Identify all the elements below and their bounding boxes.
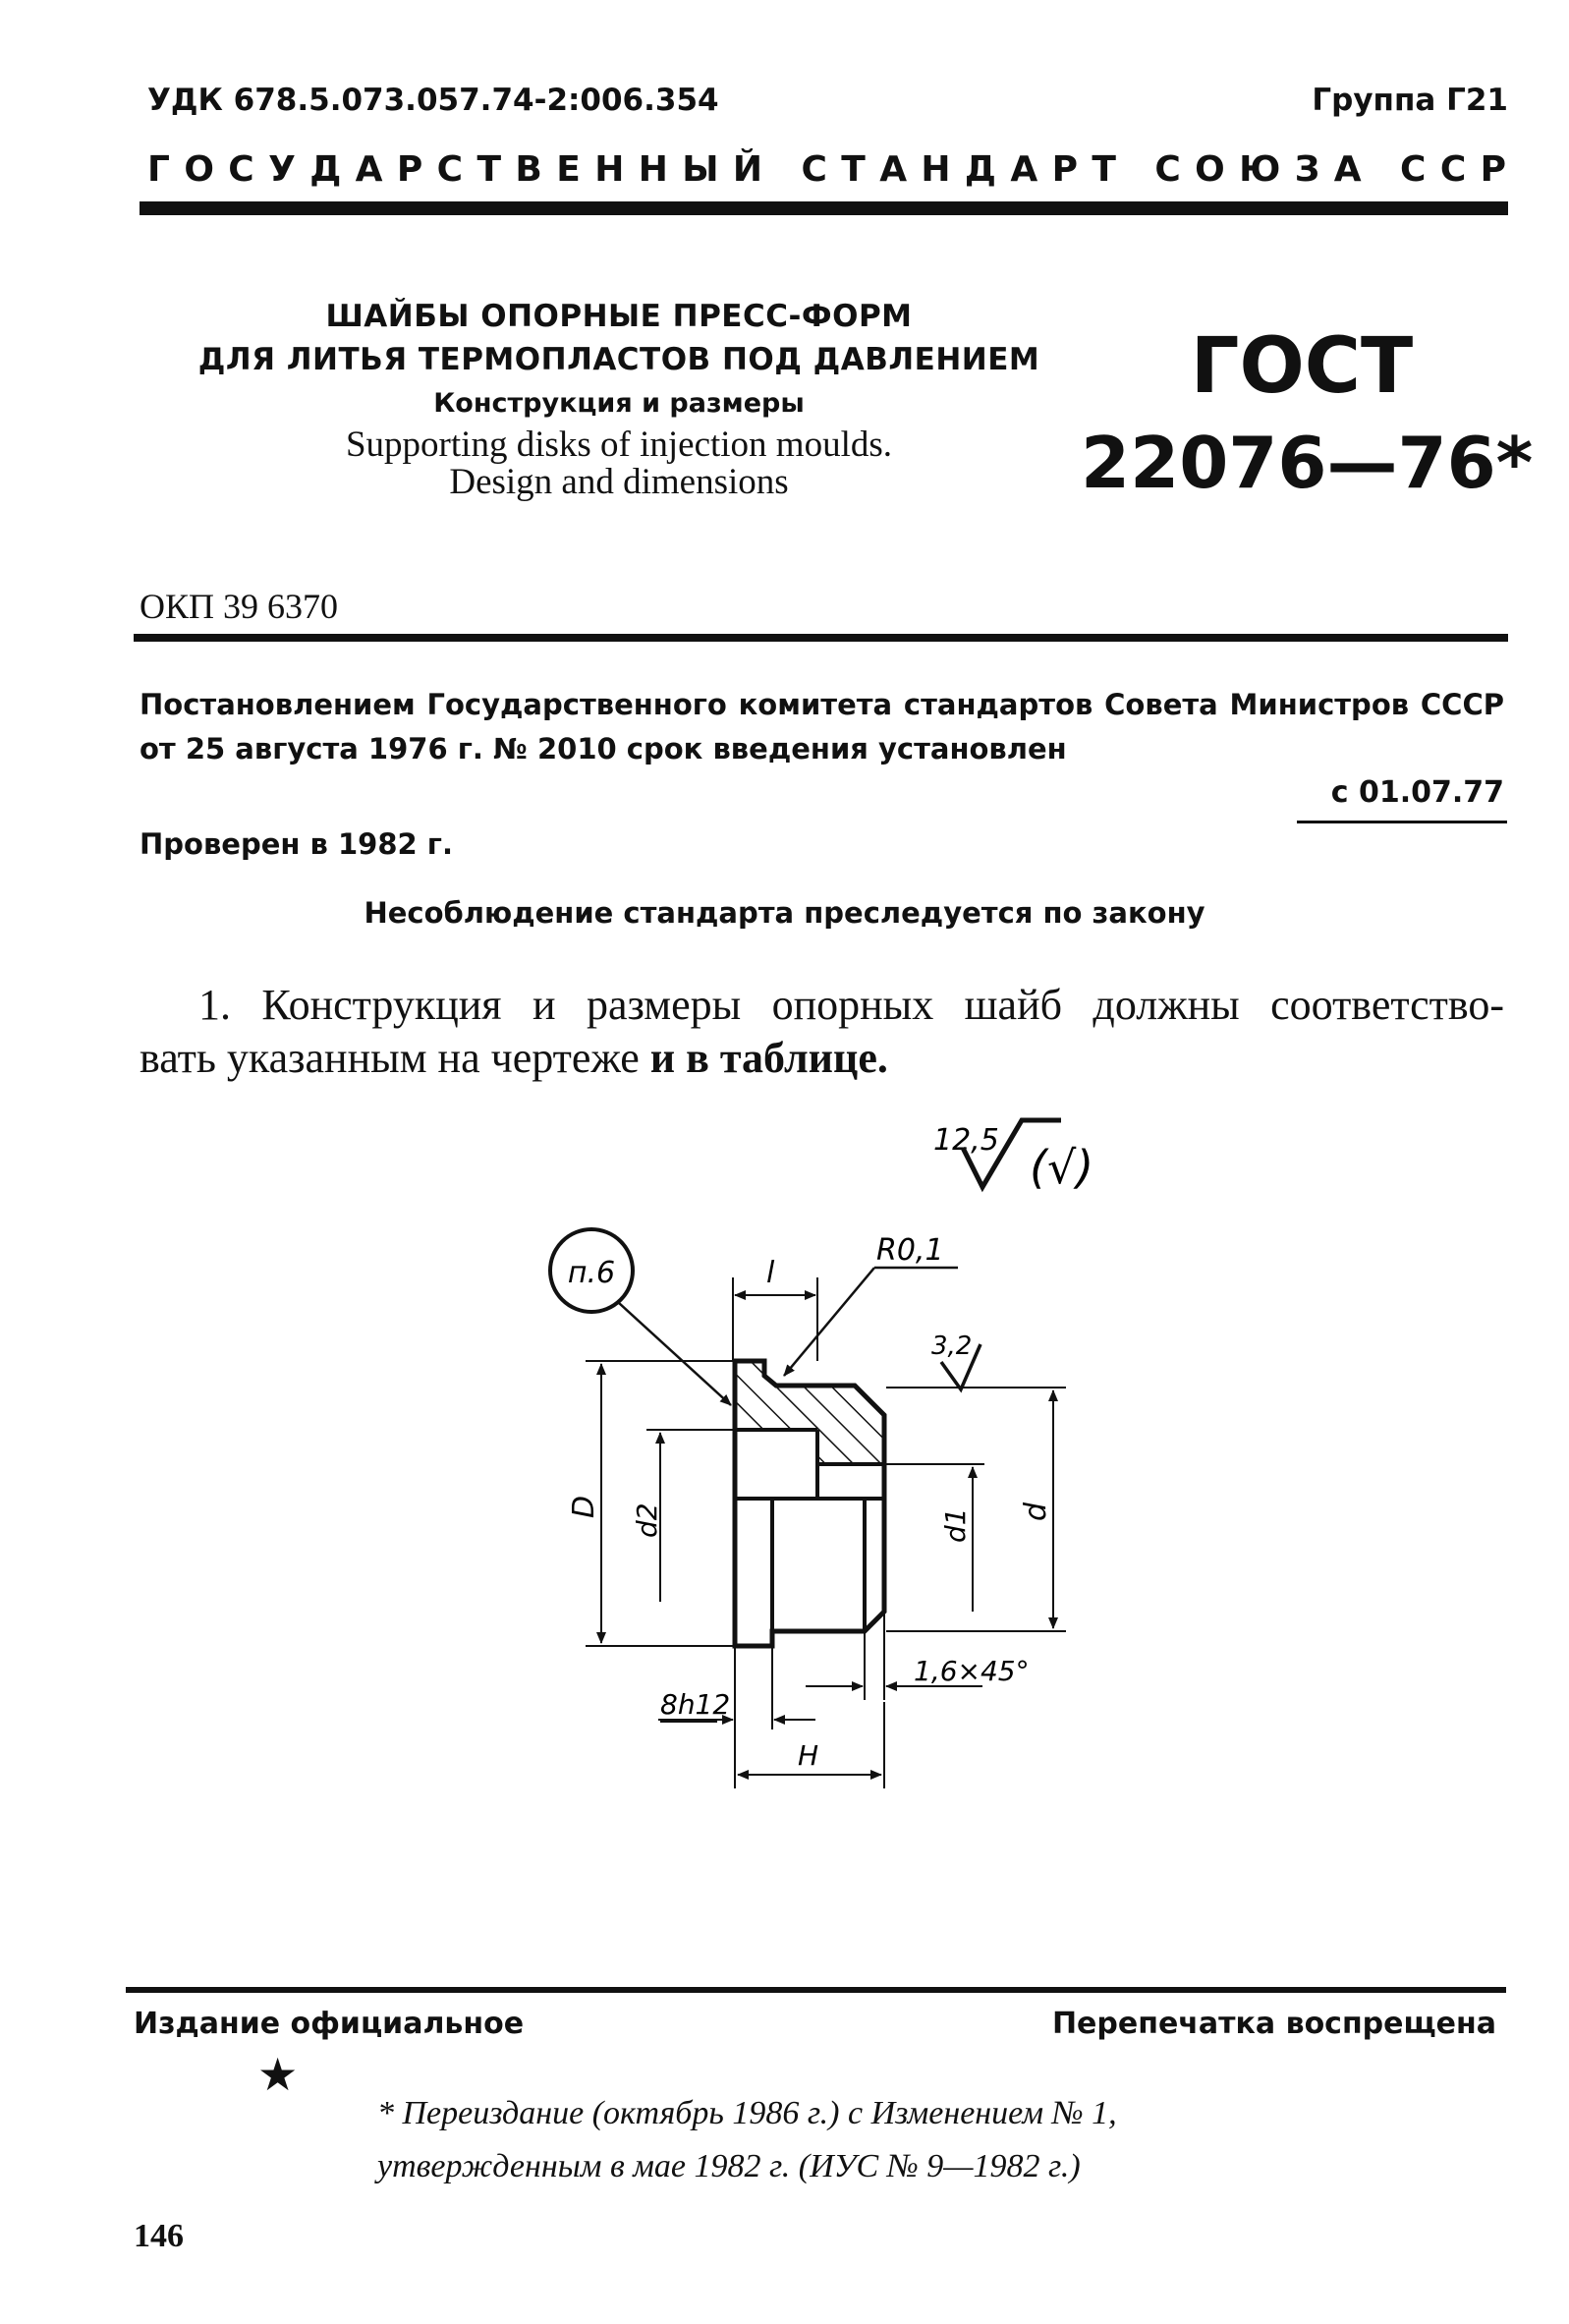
roughness-paren: (√): [1030, 1141, 1094, 1194]
checked-note: Проверен в 1982 г.: [140, 827, 453, 861]
dimension-D-label: D: [567, 1495, 601, 1518]
reissue-footnote: [377, 2087, 1117, 2193]
dimension-d1-label: d1: [939, 1507, 972, 1543]
radius-label: R0,1: [876, 1233, 944, 1268]
footnote-line-2: утвержденным в мае 1982 г. (ИУС № 9—1982 г.): [377, 2148, 1081, 2184]
washer-section: [735, 1361, 884, 1646]
fit-label: 8h12: [660, 1688, 731, 1721]
title-line-2: ДЛЯ ЛИТЬЯ ТЕРМОПЛАСТОВ ПОД ДАВЛЕНИЕМ: [197, 342, 1040, 377]
english-title-line-1: Supporting disks of injection moulds.: [345, 425, 893, 465]
gost-label: ГОСТ: [1190, 322, 1414, 411]
decree-line-1: Постановлением Государственного комитета стандартов Совета Министров СССР: [140, 688, 1504, 721]
okp-code: ОКП 39 6370: [140, 587, 339, 626]
english-title-line-2: Design and dimensions: [449, 462, 789, 502]
dimension-d-label: d: [1019, 1502, 1053, 1521]
state-word: С С Р: [1400, 149, 1506, 190]
paragraph-line-2-bold: и в таблице.: [649, 1034, 888, 1082]
dimension-H-label: H: [798, 1739, 819, 1772]
title-line-1: ШАЙБЫ ОПОРНЫЕ ПРЕСС-ФОРМ: [325, 299, 913, 334]
callout-label: п.6: [567, 1256, 616, 1290]
roughness-main-symbol: [933, 1120, 1093, 1194]
dimension-l: [733, 1256, 817, 1361]
dimension-d1: [886, 1464, 984, 1612]
paragraph-line-2: вать указанным на чертеже: [140, 1034, 650, 1082]
dimension-d2: [631, 1430, 733, 1602]
fit-annotation: [658, 1648, 815, 1788]
chamfer-annotation: [806, 1614, 1030, 1700]
page-number: 146: [134, 2218, 184, 2254]
state-word: С Т А Н Д А Р Т: [801, 149, 1116, 190]
footer-rule: [126, 1987, 1506, 1993]
roughness-main-value: 12,5: [933, 1123, 999, 1158]
star-icon: ★: [257, 2050, 299, 2100]
state-word: Г О С У Д А Р С Т В Е Н Н Ы Й: [147, 149, 763, 190]
legal-warning: Несоблюдение стандарта преследуется по закону: [364, 896, 1205, 930]
official-edition: Издание официальное: [134, 2007, 525, 2041]
introduction-date: с 01.07.77: [1330, 775, 1504, 810]
udk-code: УДК 678.5.073.057.74-2:006.354: [147, 83, 719, 118]
gost-number: 22076—76*: [1081, 422, 1534, 504]
dimension-d: [886, 1388, 1066, 1631]
roughness-surface-symbol: [931, 1332, 981, 1389]
reprint-prohibited: Перепечатка воспрещена: [1051, 2007, 1496, 2041]
callout-circle: [550, 1229, 731, 1405]
dimension-d2-label: d2: [631, 1502, 663, 1538]
decree-line-2: от 25 августа 1976 г. № 2010 срок введения установлен: [140, 732, 1067, 765]
chamfer-label: 1,6×45°: [914, 1655, 1030, 1687]
dimension-l-label: l: [766, 1256, 775, 1290]
footnote-line-1: * Переиздание (октябрь 1986 г.) с Изменением № 1,: [377, 2095, 1117, 2131]
roughness-surface-value: 3,2: [931, 1332, 973, 1361]
subtitle: Конструкция и размеры: [433, 388, 805, 419]
state-word: С О Ю З А: [1154, 149, 1362, 190]
dimension-H: [738, 1702, 884, 1788]
paragraph-line-1: 1. Конструкция и размеры опорных шайб должны соответство-: [198, 981, 1504, 1029]
group-code: Группа Г21: [1312, 83, 1508, 118]
